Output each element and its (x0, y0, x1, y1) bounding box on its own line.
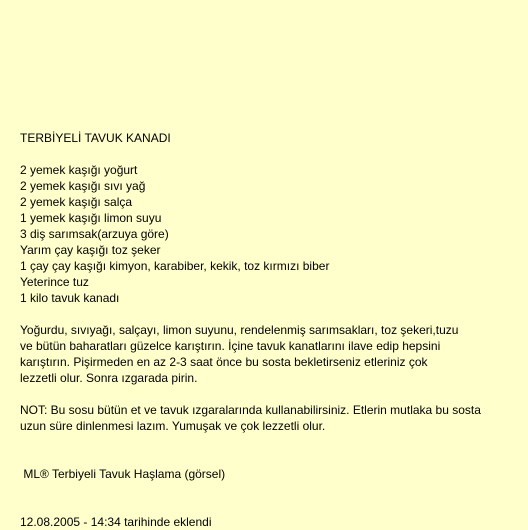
spacer (20, 306, 500, 322)
ingredient-item: 2 yemek kaşığı sıvı yağ (20, 179, 146, 193)
instructions-line: Yoğurdu, sıvıyağı, salçayı, limon suyunu, rendelenmiş sarımsakları, toz şekeri,tuzu (20, 323, 459, 337)
instructions-line: karıştırın. Pişirmeden en az 2-3 saat önce bu sosta bekletirseniz etleriniz çok (20, 355, 428, 369)
added-date-footer: 12.08.2005 - 14:34 tarihinde eklendi (20, 515, 212, 529)
ingredient-item: 1 kilo tavuk kanadı (20, 291, 120, 305)
spacer (20, 146, 500, 162)
ingredient-item: Yarım çay kaşığı toz şeker (20, 243, 161, 257)
recipe-content (20, 130, 500, 530)
instructions-paragraph (20, 322, 500, 386)
related-recipe-row (20, 466, 500, 482)
instructions-line: ve bütün baharatları güzelce karıştırın. İçine tavuk kanatlarını ilave edip hepsini (20, 339, 441, 353)
ingredient-item: 2 yemek kaşığı yoğurt (20, 163, 138, 177)
ingredient-item: 1 yemek kaşığı limon suyu (20, 211, 162, 225)
related-recipe-link[interactable]: ML® Terbiyeli Tavuk Haşlama (görsel) (20, 467, 226, 481)
ingredient-item: 2 yemek kaşığı salça (20, 195, 133, 209)
note-line: uzun süre dinlenmesi lazım. Yumuşak ve çok lezzetli olur. (20, 419, 326, 433)
ingredient-item: Yeterince tuz (20, 275, 89, 289)
note-paragraph (20, 402, 500, 434)
spacer (20, 450, 500, 466)
ingredient-item: 3 diş sarımsak(arzuya göre) (20, 227, 169, 241)
spacer (20, 482, 500, 498)
ingredients-list (20, 162, 500, 306)
spacer (20, 498, 500, 514)
spacer (20, 434, 500, 450)
recipe-title: TERBİYELİ TAVUK KANADI (20, 131, 171, 145)
spacer (20, 386, 500, 402)
instructions-line: lezzetli olur. Sonra ızgarada pirin. (20, 371, 198, 385)
note-line: NOT: Bu sosu bütün et ve tavuk ızgaralarında kullanabilirsiniz. Etlerin mutlaka bu sosta (20, 403, 481, 417)
ingredient-item: 1 çay çay kaşığı kimyon, karabiber, kekik, toz kırmızı biber (20, 259, 330, 273)
